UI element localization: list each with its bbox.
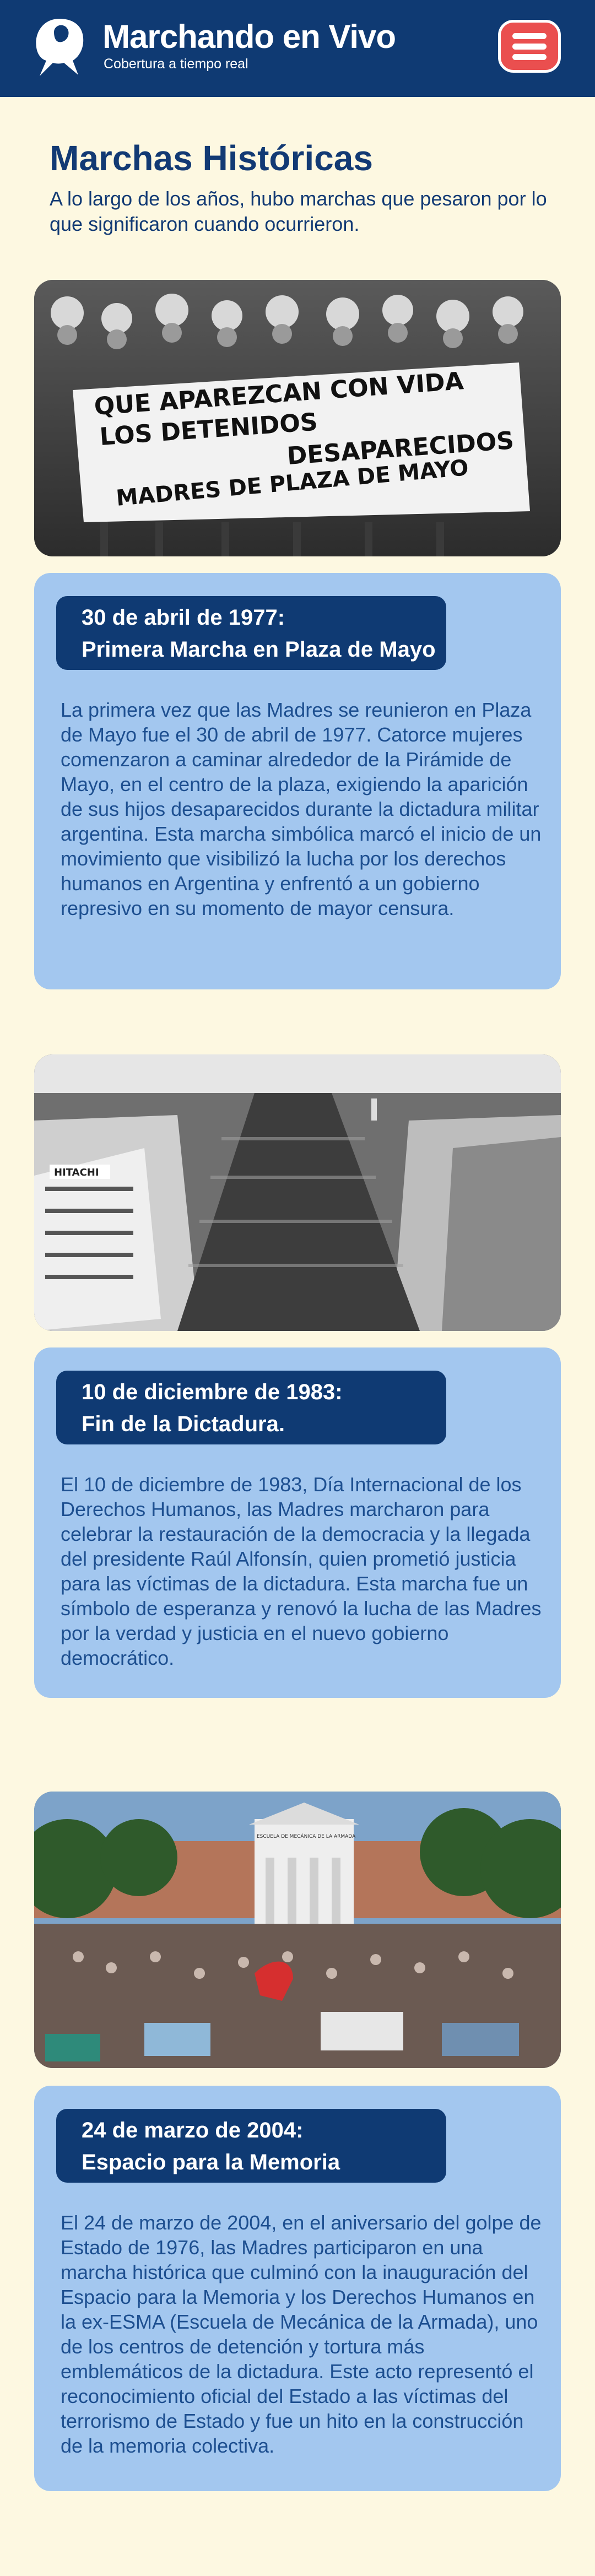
event-photo-1977 [34,280,561,556]
site-header [0,0,595,97]
page-intro: A lo largo de los años, hubo marchas que pesaron por lo que significaron cuando ocurrieron. [50,187,547,235]
event-card-2004 [34,2086,561,2491]
event-date-badge [56,1371,446,1444]
hamburger-line [512,54,547,60]
banner-text-line: QUE APAREZCAN CON VIDA [93,367,465,421]
event-description: La primera vez que las Madres se reunieron en Plaza de Mayo fue el 30 de abril de 1977. Catorce mujeres comenzaron a caminar alrededor de la Pirámide de Mayo, en el centro de la plaza, exigiendo la aparición de sus hijos desaparecidos durante la dictadura militar argentina. Esta marcha simbólica marcó el inicio de un movimiento que visibilizó la lucha por los derechos humanos en Argentina y enfrentó a un gobierno represivo en su momento de mayor censura. [61,699,542,919]
event-date: 30 de abril de 1977: [82,605,285,630]
hitachi-sign-text: HITACHI [54,1167,99,1178]
building-inscription: ESCUELA DE MECÁNICA DE LA ARMADA [257,1834,356,1839]
event-date-badge [56,2109,446,2183]
event-title: Fin de la Dictadura. [82,1412,285,1436]
event-date-badge [56,596,446,670]
page-title: Marchas Históricas [50,138,373,178]
banner-text-line: MADRES DE PLAZA DE MAYO [115,455,470,511]
event-date: 24 de marzo de 2004: [82,2118,304,2142]
brand-title[interactable]: Marchando en Vivo [102,18,396,55]
event-title: Primera Marcha en Plaza de Mayo [82,637,436,662]
hamburger-line [512,33,547,39]
event-photo-1983 [34,1054,561,1331]
white-headscarf-icon[interactable] [32,17,87,78]
event-title: Espacio para la Memoria [82,2150,340,2174]
event-description: El 10 de diciembre de 1983, Día Internacional de los Derechos Humanos, las Madres marcharon para celebrar la restauración de la democracia y la llegada del presidente Raúl Alfonsín, quien prometió justicia para las víctimas de la dictadura. Esta marcha fue un símbolo de esperanza y renovó la lucha de las Madres por la verdad y justicia en el nuevo gobierno democrático. [61,1473,542,1669]
event-description: El 24 de marzo de 2004, en el aniversario del golpe de Estado de 1976, las Madres participaron en una marcha histórica que culminó con la inauguración del Espacio para la Memoria y los Derechos Humanos en la ex-ESMA (Escuela de Mecánica de la Armada), uno de los centros de detención y tortura más emblemáticos de la dictadura. Este acto representó el reconocimiento oficial del Estado a las víctimas del terrorismo de Estado y fue un hito en la construcción de la memoria colectiva. [61,2211,542,2457]
event-date: 10 de diciembre de 1983: [82,1380,343,1404]
hamburger-line [512,44,547,50]
event-card-1983 [34,1347,561,1698]
banner-text-line: LOS DETENIDOS [99,408,319,451]
hamburger-menu-button[interactable] [498,20,561,73]
banner-text-line: DESAPARECIDOS [286,426,515,470]
event-photo-2004 [34,1792,561,2068]
event-card-1977 [34,573,561,989]
brand-subtitle: Cobertura a tiempo real [104,56,248,72]
